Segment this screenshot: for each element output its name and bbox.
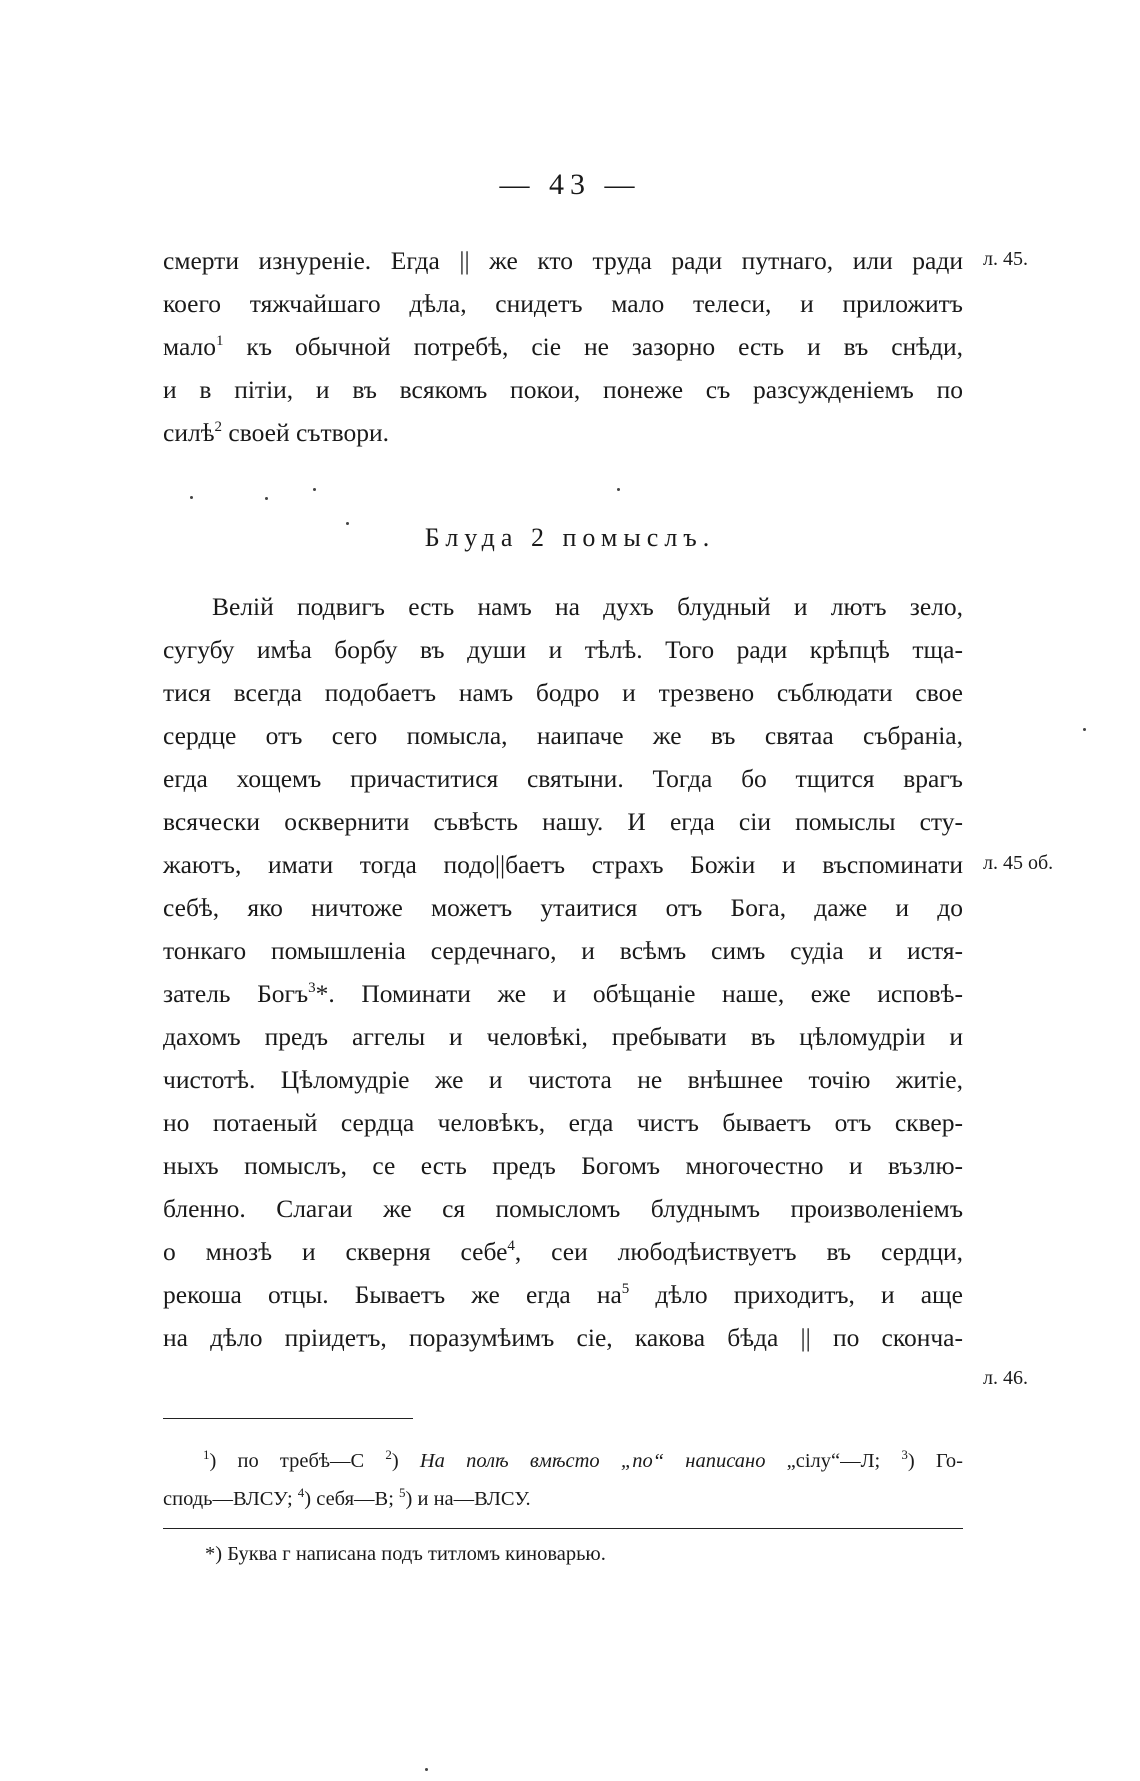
- print-speck: [313, 488, 316, 491]
- footnote-marker: 1: [215, 333, 224, 349]
- print-speck: [425, 1768, 428, 1771]
- text-line: Велій подвигъ есть намъ на духъ блудный и лютъ зело,: [212, 592, 963, 621]
- footnotes: [163, 1442, 963, 1518]
- text-line: коего тяжчайшаго дѣла, снидетъ мало телеси, и приложитъ: [163, 289, 963, 318]
- footnote-divider: [163, 1418, 413, 1419]
- margin-folio-note: л. 46.: [983, 1367, 1028, 1389]
- margin-folio-note: л. 45 об.: [983, 852, 1054, 874]
- text-line: на дѣло пріидетъ, поразумѣимъ сіе, какова бѣда || по скончa-: [163, 1323, 963, 1352]
- print-speck: [265, 497, 268, 500]
- print-speck: [190, 496, 193, 499]
- print-speck: [617, 488, 620, 491]
- text-line: но потаеный сердца человѣкъ, егда чистъ бываетъ отъ сквер-: [163, 1108, 963, 1137]
- asterisk-note-divider: [163, 1528, 963, 1529]
- text-line: мало$^1$ къ обычной потребѣ, сіе не зазорно есть и въ снѣди,: [163, 332, 963, 361]
- footnote-marker: 3: [308, 980, 316, 996]
- text-line: ныхъ помыслъ, се есть предъ Богомъ многочестно и възлю-: [163, 1151, 963, 1180]
- asterisk-note: *) Буква г написана подъ титломъ киноварью.: [205, 1543, 606, 1565]
- page-number: — 43 —: [499, 168, 641, 201]
- footnote-marker: 2: [214, 419, 223, 435]
- text-line: сугубу имѣа борбу въ души и тѣлѣ. Того ради крѣпцѣ тща-: [163, 635, 963, 664]
- text-line: себѣ, яко ничтоже можетъ утаитися отъ Бога, даже и до: [163, 893, 963, 922]
- text-line: чистотѣ. Цѣломудріе же и чистота не внѣшнее точію житіе,: [163, 1065, 963, 1094]
- text-line: егда хощемъ причаститися святыни. Тогда бо тщится врагъ: [163, 764, 963, 793]
- print-speck: [346, 522, 349, 525]
- text-line: тися всегда подобаетъ намъ бодро и трезвено съблюдати свое: [163, 678, 963, 707]
- text-line: дахомъ предъ аггелы и человѣкі, пребывати въ цѣломудріи и: [163, 1022, 963, 1051]
- footnote-line: сподь—ВЛСУ; $^4$) себя—В; $^5$) и на—ВЛСУ.: [163, 1485, 531, 1510]
- text-line: смерти изнуреніе. Егда || же кто труда ради путнаго, или ради: [163, 246, 963, 275]
- section-heading: Блуда 2 помыслъ.: [424, 523, 716, 552]
- text-line: о мнозѣ и скверня себе$^4$, сеи любодѣиствуетъ въ сердци,: [163, 1237, 963, 1266]
- text-line: и в пітіи, и въ всякомъ покои, понеже съ разсужденіемъ по: [163, 375, 963, 404]
- paragraph-2: [163, 585, 963, 1359]
- footnote-marker: 4: [507, 1238, 515, 1254]
- text-line: жаютъ, имати тогда подо||баетъ страхъ Божіи и въспоминати: [163, 850, 963, 879]
- text-line: рекоша отцы. Бываетъ же егда $на^5$ дѣло приходитъ, и аще: [163, 1280, 963, 1309]
- footnote-line: $^1$) по требѣ—С $^2$) На полѣ вмѣсто „по“ написано „сілу“—Л; $^3$) Го-: [203, 1447, 964, 1472]
- paragraph-1: [163, 239, 963, 454]
- text-line: сердце отъ сего помысла, наипаче же въ святаа събраніа,: [163, 721, 963, 750]
- print-speck: [1083, 728, 1086, 731]
- text-line: всячески осквернити съвѣсть нашу. И егда сіи помыслы сту-: [163, 807, 963, 836]
- text-line: силѣ$^2$ своей сътвори.: [163, 418, 390, 447]
- text-line: затель Богъ$^3$*. Поминати же и обѣщаніе наше, еже исповѣ-: [163, 979, 964, 1008]
- footnote-marker: 5: [621, 1281, 630, 1297]
- text-line: бленно. Слагаи же ся помысломъ блуднымъ произволеніемъ: [163, 1194, 963, 1223]
- margin-folio-note: л. 45.: [983, 248, 1028, 270]
- text-line: тонкаго помышленіа сердечнаго, и всѣмъ симъ судіа и истя-: [163, 936, 963, 965]
